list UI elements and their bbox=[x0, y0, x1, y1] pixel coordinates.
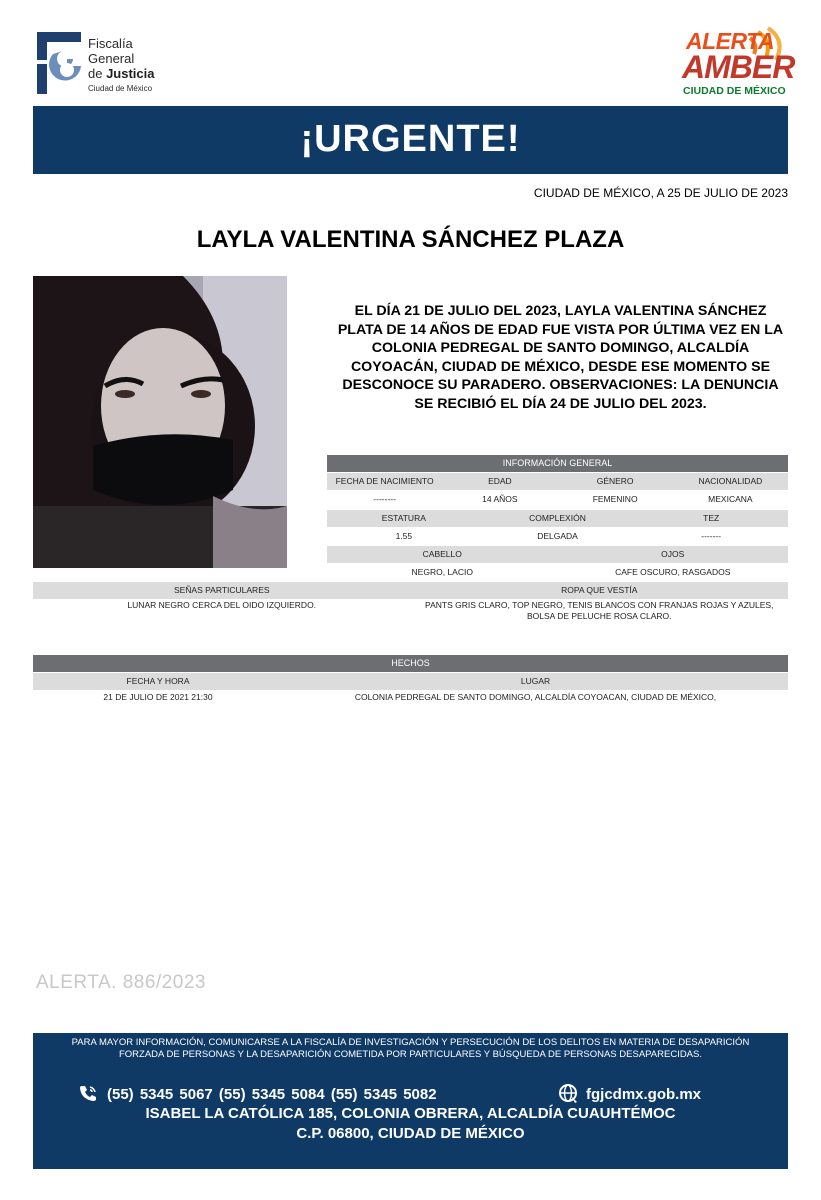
info-row1-headers bbox=[327, 473, 788, 490]
info-row2-headers bbox=[327, 510, 788, 527]
value-date-time: 21 DE JULIO DE 2021 21:30 bbox=[103, 692, 213, 702]
header-distinguishing-marks: SEÑAS PARTICULARES bbox=[33, 582, 411, 599]
value-age: 14 AÑOS bbox=[482, 494, 518, 504]
website-link[interactable]: fgjcdmx.gob.mx bbox=[586, 1086, 702, 1103]
org-line-2: General bbox=[88, 51, 135, 66]
value-eyes: CAFE OSCURO, RASGADOS bbox=[615, 567, 731, 577]
value-build: DELGADA bbox=[537, 531, 578, 541]
phone-icon bbox=[79, 1084, 97, 1102]
info-row3-headers bbox=[327, 546, 788, 563]
header-eyes: OJOS bbox=[558, 546, 789, 563]
org-line-3: de Justicia bbox=[88, 66, 155, 81]
fgj-org-name bbox=[88, 36, 155, 95]
org-line-4: Ciudad de México bbox=[88, 84, 153, 93]
header-date-time: FECHA Y HORA bbox=[33, 673, 283, 690]
header-nationality: NACIONALIDAD bbox=[673, 473, 788, 490]
hechos-headers bbox=[33, 673, 788, 690]
info-row4-values bbox=[33, 600, 788, 622]
org-line-3-bold: Justicia bbox=[106, 66, 155, 81]
info-row3-values bbox=[327, 564, 788, 581]
info-row1-values bbox=[327, 491, 788, 508]
alert-number: ALERTA. 886/2023 bbox=[36, 972, 206, 993]
date-line: CIUDAD DE MÉXICO, A 25 DE JULIO DE 2023 bbox=[533, 186, 788, 200]
amber-line-3: CIUDAD DE MÉXICO bbox=[683, 85, 786, 97]
info-general-title: INFORMACIÓN GENERAL bbox=[327, 455, 788, 472]
value-distinguishing-marks: LUNAR NEGRO CERCA DEL OIDO IZQUIERDO. bbox=[127, 600, 317, 610]
value-clothing: PANTS GRIS CLARO, TOP NEGRO, TENIS BLANCOS CON FRANJAS ROJAS Y AZULES, BOLSA DE PELUCHE ROSA CLARO. bbox=[425, 600, 774, 621]
header-age: EDAD bbox=[442, 473, 557, 490]
case-description: EL DÍA 21 DE JULIO DEL 2023, LAYLA VALENTINA SÁNCHEZ PLATA DE 14 AÑOS DE EDAD FUE VISTA POR ÚLTIMA VEZ EN LA COLONIA PEDREGAL DE SANTO DOMINGO, ALCALDÍA COYOACÁN, CIUDAD DE MÉXICO, DESDE ESE MOMENTO SE DESCONOCE SU PARADERO. OBSERVACIONES: LA DENUNCIA SE RECIBIÓ EL DÍA 24 DE JULIO DEL 2023. bbox=[337, 303, 784, 412]
hechos-values bbox=[33, 689, 788, 706]
header-gender: GÉNERO bbox=[558, 473, 673, 490]
web-globe-icon bbox=[557, 1082, 579, 1104]
header-clothing: ROPA QUE VESTÍA bbox=[411, 582, 789, 599]
header-complexion: TEZ bbox=[634, 510, 788, 527]
value-birthdate: -------- bbox=[373, 494, 396, 504]
person-name: LAYLA VALENTINA SÁNCHEZ PLAZA bbox=[196, 226, 625, 253]
address-line-1: ISABEL LA CATÓLICA 185, COLONIA OBRERA, ALCALDÍA CUAUHTÉMOC bbox=[145, 1105, 676, 1122]
footer bbox=[33, 1033, 788, 1169]
header-build: COMPLEXIÓN bbox=[481, 510, 635, 527]
footer-info-paragraph: PARA MAYOR INFORMACIÓN, COMUNICARSE A LA FISCALÍA DE INVESTIGACIÓN Y PERSECUCIÓN DE LOS DELITOS EN MATERIA DE DESAPARICIÓN FORZADA DE PERSONAS Y LA DESAPARICIÓN COMETIDA POR PARTICULARES Y BÚSQUEDA DE PERSONAS DESAPARECIDAS. bbox=[71, 1037, 750, 1060]
header-hair: CABELLO bbox=[327, 546, 558, 563]
footer-info-text bbox=[33, 1037, 788, 1061]
value-gender: FEMENINO bbox=[592, 494, 638, 504]
header-height: ESTATURA bbox=[327, 510, 481, 527]
amber-line-1: ALERTA bbox=[686, 28, 775, 54]
value-height: 1.55 bbox=[395, 531, 413, 541]
person-photo bbox=[33, 276, 287, 568]
amber-line-2: AMBER bbox=[682, 49, 795, 85]
value-complexion: ------- bbox=[701, 531, 722, 541]
value-nationality: MEXICANA bbox=[708, 494, 753, 504]
value-hair: NEGRO, LACIO bbox=[411, 567, 473, 577]
info-row2-values bbox=[327, 528, 788, 545]
phone-numbers: (55) 5345 5067 (55) 5345 5084 (55) 5345 5082 bbox=[107, 1086, 437, 1103]
info-row4-headers bbox=[33, 582, 788, 599]
address-line-2: C.P. 06800, CIUDAD DE MÉXICO bbox=[296, 1125, 525, 1142]
org-line-1: Fiscalía bbox=[88, 36, 133, 51]
urgent-banner: ¡URGENTE! bbox=[33, 106, 788, 174]
value-place: COLONIA PEDREGAL DE SANTO DOMINGO, ALCALDÍA COYOACAN, CIUDAD DE MÉXICO, bbox=[354, 692, 717, 702]
hechos-title: HECHOS bbox=[33, 655, 788, 672]
header-birthdate: FECHA DE NACIMIENTO bbox=[327, 473, 442, 490]
header-place: LUGAR bbox=[283, 673, 788, 690]
